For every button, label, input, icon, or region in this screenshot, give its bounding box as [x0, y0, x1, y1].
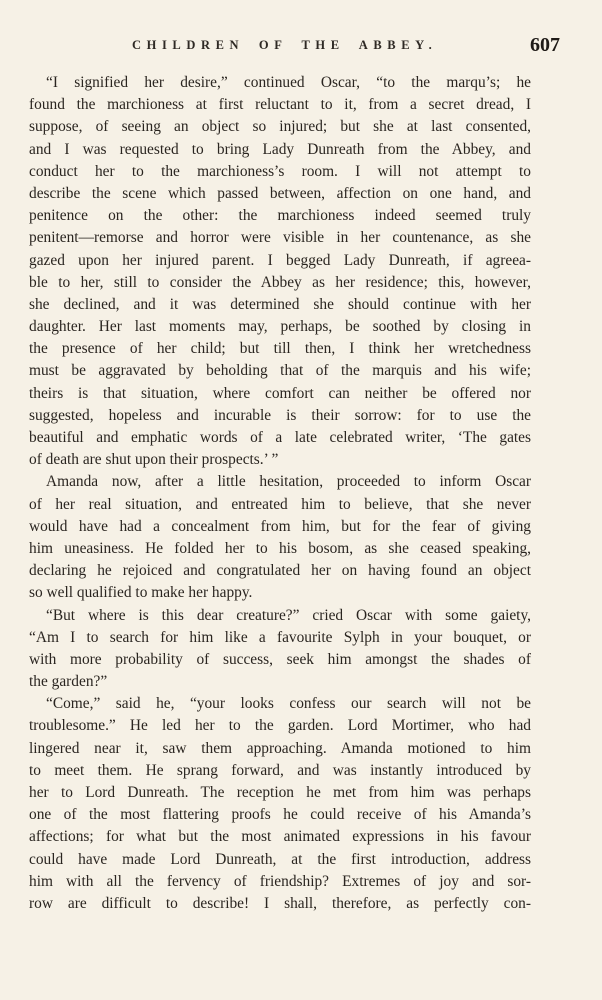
text-line: gazed upon her injured parent. I begged Lady Dunreath, if agreea- — [29, 251, 531, 269]
text-line: of death are shut upon their prospects.’ ” — [29, 451, 279, 469]
running-head — [0, 34, 602, 58]
text-line: she declined, and it was determined she should continue with her — [29, 295, 531, 313]
text-line: suggested, hopeless and incurable is their sorrow: for to use the — [29, 406, 531, 424]
text-line: so well qualified to make her happy. — [29, 584, 253, 602]
text-line: could have made Lord Dunreath, at the first introduction, address — [29, 850, 531, 868]
text-line: theirs is that situation, where comfort can neither be offered nor — [29, 384, 531, 402]
text-line: troublesome.” He led her to the garden. Lord Mortimer, who had — [29, 717, 531, 735]
text-line: conduct her to the marchioness’s room. I will not attempt to — [29, 162, 531, 180]
text-line: her to Lord Dunreath. The reception he met from him was perhaps — [29, 784, 531, 801]
text-line: and I was requested to bring Lady Dunreath from the Abbey, and — [29, 140, 531, 158]
body-text — [29, 72, 531, 915]
text-line: “I signified her desire,” continued Oscar, “to the marqu’s; he — [46, 74, 531, 91]
text-line: would have had a concealment from him, but for the fear of giving — [29, 517, 531, 535]
text-line: “Am I to search for him like a favourite Sylph in your bouquet, or — [29, 628, 531, 646]
text-line: lingered near it, saw them approaching. Amanda motioned to him — [29, 739, 531, 757]
text-line: describe the scene which passed between, affection on one hand, and — [29, 184, 531, 202]
text-line: “But where is this dear creature?” cried Oscar with some gaiety, — [46, 606, 531, 624]
page-number: 607 — [530, 34, 560, 56]
text-line: suppose, of seeing an object so injured; but she at last consented, — [29, 118, 531, 136]
text-line: to meet them. He sprang forward, and was instantly introduced by — [29, 761, 531, 779]
text-line: must be aggravated by beholding that of the marquis and his wife; — [29, 362, 531, 380]
text-line: one of the most flattering proofs he could receive of his Amanda’s — [29, 806, 531, 824]
text-line: daughter. Her last moments may, perhaps, be soothed by closing in — [29, 318, 531, 336]
text-line: affections; for what but the most animated expressions in his favour — [29, 828, 531, 846]
text-line: the garden?” — [29, 673, 108, 691]
text-line: him uneasiness. He folded her to his bosom, as she ceased speaking, — [29, 539, 531, 557]
text-line: penitent—remorse and horror were visible in her countenance, as she — [29, 229, 531, 247]
text-line: found the marchioness at first reluctant to it, from a secret dread, I — [29, 96, 531, 114]
text-line: beautiful and emphatic words of a late celebrated writer, ‘The gates — [29, 429, 531, 446]
text-line: Amanda now, after a little hesitation, proceeded to inform Oscar — [46, 473, 531, 491]
text-line: ble to her, still to consider the Abbey as her residence; this, however, — [29, 273, 531, 291]
text-line: him with all the fervency of friendship? Extremes of joy and sor- — [29, 872, 531, 890]
text-line: the presence of her child; but till then, I think her wretchedness — [29, 340, 531, 358]
text-line: row are difficult to describe! I shall, therefore, as perfectly con- — [29, 894, 531, 912]
text-line: with more probability of success, seek him amongst the shades of — [29, 650, 531, 668]
running-title: CHILDREN OF THE ABBEY. — [132, 38, 438, 52]
text-line: “Come,” said he, “your looks confess our search will not be — [46, 695, 531, 713]
text-line: of her real situation, and entreated him to believe, that she never — [29, 495, 531, 513]
text-line: penitence on the other: the marchioness indeed seemed truly — [29, 207, 531, 225]
text-line: declaring he rejoiced and congratulated her on having found an object — [29, 562, 531, 580]
